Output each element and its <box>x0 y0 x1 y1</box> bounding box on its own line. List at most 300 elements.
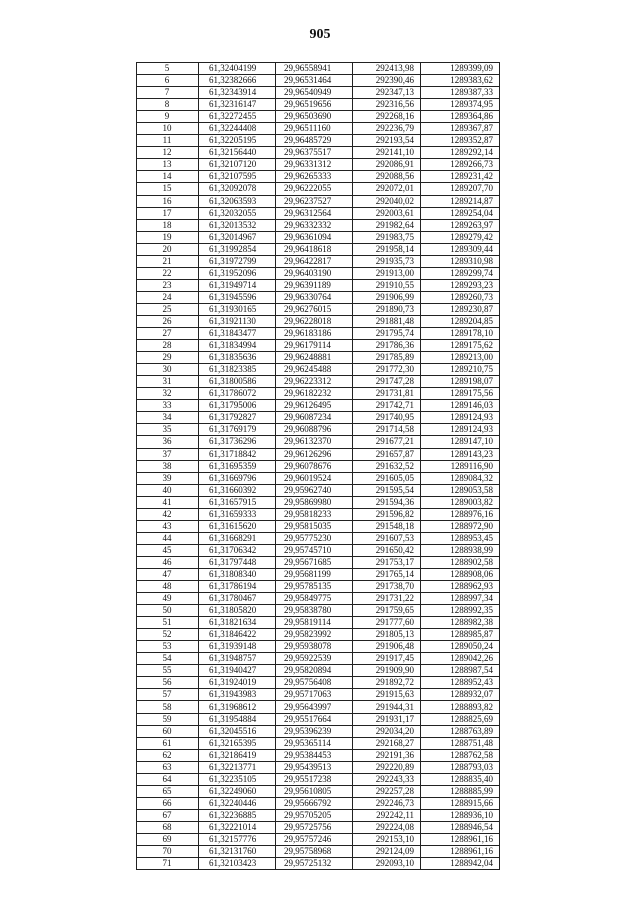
x-coordinate-cell: 291805,13 <box>353 629 421 641</box>
table-row <box>137 171 500 183</box>
point-number-cell: 58 <box>137 701 199 713</box>
y-coordinate-cell: 1289266,73 <box>421 159 500 171</box>
x-coordinate-cell: 291731,22 <box>353 593 421 605</box>
coordinates-table-body <box>137 63 500 870</box>
x-coordinate-cell: 291759,65 <box>353 605 421 617</box>
y-coordinate-cell: 1289387,33 <box>421 87 500 99</box>
y-coordinate-cell: 1288961,16 <box>421 834 500 846</box>
point-number-cell: 57 <box>137 689 199 701</box>
latitude-cell: 61,32063593 <box>199 195 276 207</box>
table-row <box>137 821 500 833</box>
y-coordinate-cell: 1288932,07 <box>421 689 500 701</box>
point-number-cell: 36 <box>137 436 199 448</box>
y-coordinate-cell: 1289260,73 <box>421 291 500 303</box>
table-row <box>137 424 500 436</box>
table-row <box>137 617 500 629</box>
y-coordinate-cell: 1289050,24 <box>421 641 500 653</box>
point-number-cell: 56 <box>137 677 199 689</box>
y-coordinate-cell: 1288825,69 <box>421 713 500 725</box>
x-coordinate-cell: 291906,48 <box>353 641 421 653</box>
x-coordinate-cell: 291595,54 <box>353 484 421 496</box>
y-coordinate-cell: 1288751,48 <box>421 737 500 749</box>
point-number-cell: 62 <box>137 749 199 761</box>
x-coordinate-cell: 291917,45 <box>353 653 421 665</box>
point-number-cell: 51 <box>137 617 199 629</box>
x-coordinate-cell: 291890,73 <box>353 303 421 315</box>
table-row <box>137 629 500 641</box>
x-coordinate-cell: 292086,91 <box>353 159 421 171</box>
table-row <box>137 544 500 556</box>
x-coordinate-cell: 292413,98 <box>353 63 421 75</box>
longitude-cell: 29,95365114 <box>276 737 353 749</box>
longitude-cell: 29,96391189 <box>276 279 353 291</box>
y-coordinate-cell: 1289293,23 <box>421 279 500 291</box>
latitude-cell: 61,31668291 <box>199 532 276 544</box>
table-row <box>137 99 500 111</box>
table-row <box>137 352 500 364</box>
y-coordinate-cell: 1289292,14 <box>421 147 500 159</box>
latitude-cell: 61,32131760 <box>199 846 276 858</box>
longitude-cell: 29,95725756 <box>276 821 353 833</box>
x-coordinate-cell: 291753,17 <box>353 556 421 568</box>
table-row <box>137 195 500 207</box>
latitude-cell: 61,31615620 <box>199 520 276 532</box>
longitude-cell: 29,96183186 <box>276 328 353 340</box>
y-coordinate-cell: 1289124,93 <box>421 412 500 424</box>
longitude-cell: 29,96245488 <box>276 364 353 376</box>
y-coordinate-cell: 1289053,58 <box>421 484 500 496</box>
point-number-cell: 26 <box>137 315 199 327</box>
point-number-cell: 48 <box>137 581 199 593</box>
point-number-cell: 54 <box>137 653 199 665</box>
latitude-cell: 61,32205195 <box>199 135 276 147</box>
x-coordinate-cell: 291772,30 <box>353 364 421 376</box>
table-row <box>137 689 500 701</box>
y-coordinate-cell: 1288835,40 <box>421 773 500 785</box>
point-number-cell: 60 <box>137 725 199 737</box>
latitude-cell: 61,31780467 <box>199 593 276 605</box>
table-row <box>137 761 500 773</box>
point-number-cell: 13 <box>137 159 199 171</box>
y-coordinate-cell: 1288915,66 <box>421 797 500 809</box>
table-row <box>137 846 500 858</box>
latitude-cell: 61,32235105 <box>199 773 276 785</box>
x-coordinate-cell: 292072,01 <box>353 183 421 195</box>
x-coordinate-cell: 291983,75 <box>353 231 421 243</box>
longitude-cell: 29,95756408 <box>276 677 353 689</box>
x-coordinate-cell: 291935,73 <box>353 255 421 267</box>
point-number-cell: 39 <box>137 472 199 484</box>
latitude-cell: 61,31954884 <box>199 713 276 725</box>
longitude-cell: 29,95671685 <box>276 556 353 568</box>
y-coordinate-cell: 1288902,58 <box>421 556 500 568</box>
table-row <box>137 605 500 617</box>
point-number-cell: 53 <box>137 641 199 653</box>
longitude-cell: 29,95838780 <box>276 605 353 617</box>
longitude-cell: 29,95815035 <box>276 520 353 532</box>
y-coordinate-cell: 1289279,42 <box>421 231 500 243</box>
table-row <box>137 520 500 532</box>
x-coordinate-cell: 292268,16 <box>353 111 421 123</box>
longitude-cell: 29,96223312 <box>276 376 353 388</box>
point-number-cell: 38 <box>137 460 199 472</box>
table-row <box>137 653 500 665</box>
point-number-cell: 6 <box>137 75 199 87</box>
table-row <box>137 376 500 388</box>
point-number-cell: 45 <box>137 544 199 556</box>
x-coordinate-cell: 292242,11 <box>353 809 421 821</box>
latitude-cell: 61,32343914 <box>199 87 276 99</box>
longitude-cell: 29,96403190 <box>276 267 353 279</box>
y-coordinate-cell: 1289364,86 <box>421 111 500 123</box>
y-coordinate-cell: 1288952,43 <box>421 677 500 689</box>
table-row <box>137 147 500 159</box>
x-coordinate-cell: 291607,53 <box>353 532 421 544</box>
y-coordinate-cell: 1289147,10 <box>421 436 500 448</box>
table-row <box>137 328 500 340</box>
longitude-cell: 29,95785135 <box>276 581 353 593</box>
point-number-cell: 66 <box>137 797 199 809</box>
point-number-cell: 42 <box>137 508 199 520</box>
table-row <box>137 508 500 520</box>
table-row <box>137 496 500 508</box>
latitude-cell: 61,31835636 <box>199 352 276 364</box>
table-row <box>137 255 500 267</box>
latitude-cell: 61,32244408 <box>199 123 276 135</box>
longitude-cell: 29,95869980 <box>276 496 353 508</box>
point-number-cell: 34 <box>137 412 199 424</box>
x-coordinate-cell: 291785,89 <box>353 352 421 364</box>
latitude-cell: 61,31972799 <box>199 255 276 267</box>
point-number-cell: 21 <box>137 255 199 267</box>
y-coordinate-cell: 1288961,16 <box>421 846 500 858</box>
latitude-cell: 61,32014967 <box>199 231 276 243</box>
y-coordinate-cell: 1289198,07 <box>421 376 500 388</box>
x-coordinate-cell: 292003,61 <box>353 207 421 219</box>
longitude-cell: 29,95962740 <box>276 484 353 496</box>
longitude-cell: 29,96361094 <box>276 231 353 243</box>
table-row <box>137 737 500 749</box>
y-coordinate-cell: 1289374,95 <box>421 99 500 111</box>
latitude-cell: 61,31736296 <box>199 436 276 448</box>
y-coordinate-cell: 1288982,38 <box>421 617 500 629</box>
longitude-cell: 29,95745710 <box>276 544 353 556</box>
y-coordinate-cell: 1289254,04 <box>421 207 500 219</box>
latitude-cell: 61,31657915 <box>199 496 276 508</box>
latitude-cell: 61,32156440 <box>199 147 276 159</box>
latitude-cell: 61,31921130 <box>199 315 276 327</box>
longitude-cell: 29,95517238 <box>276 773 353 785</box>
table-row <box>137 412 500 424</box>
latitude-cell: 61,32236885 <box>199 809 276 821</box>
latitude-cell: 61,31945596 <box>199 291 276 303</box>
latitude-cell: 61,32032055 <box>199 207 276 219</box>
x-coordinate-cell: 291714,58 <box>353 424 421 436</box>
point-number-cell: 15 <box>137 183 199 195</box>
point-number-cell: 29 <box>137 352 199 364</box>
y-coordinate-cell: 1288953,45 <box>421 532 500 544</box>
point-number-cell: 14 <box>137 171 199 183</box>
latitude-cell: 61,31948757 <box>199 653 276 665</box>
latitude-cell: 61,32092078 <box>199 183 276 195</box>
point-number-cell: 31 <box>137 376 199 388</box>
longitude-cell: 29,95717063 <box>276 689 353 701</box>
table-row <box>137 303 500 315</box>
page-number: 905 <box>309 27 331 42</box>
longitude-cell: 29,96126296 <box>276 448 353 460</box>
y-coordinate-cell: 1288936,10 <box>421 809 500 821</box>
x-coordinate-cell: 291765,14 <box>353 568 421 580</box>
x-coordinate-cell: 291731,81 <box>353 388 421 400</box>
longitude-cell: 29,96312564 <box>276 207 353 219</box>
longitude-cell: 29,96248881 <box>276 352 353 364</box>
point-number-cell: 5 <box>137 63 199 75</box>
point-number-cell: 44 <box>137 532 199 544</box>
table-row <box>137 135 500 147</box>
x-coordinate-cell: 291944,31 <box>353 701 421 713</box>
x-coordinate-cell: 291777,60 <box>353 617 421 629</box>
table-row <box>137 448 500 460</box>
point-number-cell: 33 <box>137 400 199 412</box>
x-coordinate-cell: 292316,56 <box>353 99 421 111</box>
latitude-cell: 61,31808340 <box>199 568 276 580</box>
table-row <box>137 207 500 219</box>
x-coordinate-cell: 292093,10 <box>353 858 421 870</box>
table-row <box>137 532 500 544</box>
y-coordinate-cell: 1289116,90 <box>421 460 500 472</box>
table-row <box>137 388 500 400</box>
latitude-cell: 61,32221014 <box>199 821 276 833</box>
y-coordinate-cell: 1288946,54 <box>421 821 500 833</box>
latitude-cell: 61,31939148 <box>199 641 276 653</box>
longitude-cell: 29,96422817 <box>276 255 353 267</box>
y-coordinate-cell: 1288962,93 <box>421 581 500 593</box>
y-coordinate-cell: 1289383,62 <box>421 75 500 87</box>
table-row <box>137 834 500 846</box>
point-number-cell: 27 <box>137 328 199 340</box>
table-row <box>137 267 500 279</box>
longitude-cell: 29,96332332 <box>276 219 353 231</box>
x-coordinate-cell: 292243,33 <box>353 773 421 785</box>
latitude-cell: 61,31797448 <box>199 556 276 568</box>
latitude-cell: 61,31943983 <box>199 689 276 701</box>
latitude-cell: 61,31706342 <box>199 544 276 556</box>
table-row <box>137 713 500 725</box>
table-row <box>137 773 500 785</box>
y-coordinate-cell: 1289143,23 <box>421 448 500 460</box>
latitude-cell: 61,32165395 <box>199 737 276 749</box>
longitude-cell: 29,96331312 <box>276 159 353 171</box>
longitude-cell: 29,95517664 <box>276 713 353 725</box>
point-number-cell: 47 <box>137 568 199 580</box>
point-number-cell: 67 <box>137 809 199 821</box>
point-number-cell: 46 <box>137 556 199 568</box>
point-number-cell: 70 <box>137 846 199 858</box>
latitude-cell: 61,31821634 <box>199 617 276 629</box>
longitude-cell: 29,95938078 <box>276 641 353 653</box>
y-coordinate-cell: 1288985,87 <box>421 629 500 641</box>
y-coordinate-cell: 1289299,74 <box>421 267 500 279</box>
y-coordinate-cell: 1288885,99 <box>421 785 500 797</box>
longitude-cell: 29,95384453 <box>276 749 353 761</box>
point-number-cell: 9 <box>137 111 199 123</box>
x-coordinate-cell: 291795,74 <box>353 328 421 340</box>
y-coordinate-cell: 1289124,93 <box>421 424 500 436</box>
latitude-cell: 61,32240446 <box>199 797 276 809</box>
y-coordinate-cell: 1289352,87 <box>421 135 500 147</box>
y-coordinate-cell: 1288762,58 <box>421 749 500 761</box>
latitude-cell: 61,31805820 <box>199 605 276 617</box>
longitude-cell: 29,96265333 <box>276 171 353 183</box>
longitude-cell: 29,95643997 <box>276 701 353 713</box>
table-row <box>137 484 500 496</box>
latitude-cell: 61,31792827 <box>199 412 276 424</box>
x-coordinate-cell: 291915,63 <box>353 689 421 701</box>
x-coordinate-cell: 291548,18 <box>353 520 421 532</box>
x-coordinate-cell: 291909,90 <box>353 665 421 677</box>
point-number-cell: 22 <box>137 267 199 279</box>
x-coordinate-cell: 291958,14 <box>353 243 421 255</box>
point-number-cell: 55 <box>137 665 199 677</box>
longitude-cell: 29,96237527 <box>276 195 353 207</box>
point-number-cell: 59 <box>137 713 199 725</box>
point-number-cell: 20 <box>137 243 199 255</box>
y-coordinate-cell: 1289084,32 <box>421 472 500 484</box>
y-coordinate-cell: 1289230,87 <box>421 303 500 315</box>
longitude-cell: 29,96485729 <box>276 135 353 147</box>
table-row <box>137 460 500 472</box>
x-coordinate-cell: 292193,54 <box>353 135 421 147</box>
longitude-cell: 29,96511160 <box>276 123 353 135</box>
latitude-cell: 61,31795006 <box>199 400 276 412</box>
latitude-cell: 61,31769179 <box>199 424 276 436</box>
y-coordinate-cell: 1289214,87 <box>421 195 500 207</box>
table-row <box>137 75 500 87</box>
point-number-cell: 35 <box>137 424 199 436</box>
latitude-cell: 61,31924019 <box>199 677 276 689</box>
latitude-cell: 61,31843477 <box>199 328 276 340</box>
latitude-cell: 61,32107120 <box>199 159 276 171</box>
x-coordinate-cell: 292220,89 <box>353 761 421 773</box>
y-coordinate-cell: 1288987,54 <box>421 665 500 677</box>
latitude-cell: 61,32013532 <box>199 219 276 231</box>
point-number-cell: 7 <box>137 87 199 99</box>
point-number-cell: 8 <box>137 99 199 111</box>
table-row <box>137 858 500 870</box>
longitude-cell: 29,96276015 <box>276 303 353 315</box>
longitude-cell: 29,95705205 <box>276 809 353 821</box>
y-coordinate-cell: 1289175,62 <box>421 340 500 352</box>
table-row <box>137 809 500 821</box>
x-coordinate-cell: 291596,82 <box>353 508 421 520</box>
x-coordinate-cell: 292168,27 <box>353 737 421 749</box>
table-row <box>137 701 500 713</box>
y-coordinate-cell: 1288793,03 <box>421 761 500 773</box>
table-row <box>137 436 500 448</box>
latitude-cell: 61,31834994 <box>199 340 276 352</box>
table-row <box>137 472 500 484</box>
table-row <box>137 568 500 580</box>
x-coordinate-cell: 291913,00 <box>353 267 421 279</box>
table-row <box>137 291 500 303</box>
x-coordinate-cell: 292246,73 <box>353 797 421 809</box>
latitude-cell: 61,31930165 <box>199 303 276 315</box>
table-row <box>137 593 500 605</box>
y-coordinate-cell: 1288992,35 <box>421 605 500 617</box>
latitude-cell: 61,32316147 <box>199 99 276 111</box>
y-coordinate-cell: 1289309,44 <box>421 243 500 255</box>
table-row <box>137 123 500 135</box>
table-row <box>137 581 500 593</box>
x-coordinate-cell: 292088,56 <box>353 171 421 183</box>
y-coordinate-cell: 1289207,70 <box>421 183 500 195</box>
coordinates-table <box>136 62 500 870</box>
latitude-cell: 61,32249060 <box>199 785 276 797</box>
latitude-cell: 61,32157776 <box>199 834 276 846</box>
point-number-cell: 11 <box>137 135 199 147</box>
x-coordinate-cell: 291605,05 <box>353 472 421 484</box>
y-coordinate-cell: 1289146,03 <box>421 400 500 412</box>
longitude-cell: 29,96519656 <box>276 99 353 111</box>
longitude-cell: 29,95922539 <box>276 653 353 665</box>
table-row <box>137 315 500 327</box>
x-coordinate-cell: 291910,55 <box>353 279 421 291</box>
longitude-cell: 29,96078676 <box>276 460 353 472</box>
x-coordinate-cell: 291982,64 <box>353 219 421 231</box>
table-row <box>137 340 500 352</box>
table-row <box>137 87 500 99</box>
point-number-cell: 71 <box>137 858 199 870</box>
latitude-cell: 61,31800586 <box>199 376 276 388</box>
x-coordinate-cell: 292390,46 <box>353 75 421 87</box>
latitude-cell: 61,31823385 <box>199 364 276 376</box>
latitude-cell: 61,31968612 <box>199 701 276 713</box>
x-coordinate-cell: 291677,21 <box>353 436 421 448</box>
point-number-cell: 37 <box>137 448 199 460</box>
table-row <box>137 279 500 291</box>
point-number-cell: 23 <box>137 279 199 291</box>
longitude-cell: 29,95725132 <box>276 858 353 870</box>
latitude-cell: 61,32045516 <box>199 725 276 737</box>
x-coordinate-cell: 292124,09 <box>353 846 421 858</box>
longitude-cell: 29,96228018 <box>276 315 353 327</box>
x-coordinate-cell: 292191,36 <box>353 749 421 761</box>
longitude-cell: 29,96222055 <box>276 183 353 195</box>
latitude-cell: 61,32272455 <box>199 111 276 123</box>
point-number-cell: 17 <box>137 207 199 219</box>
longitude-cell: 29,96088796 <box>276 424 353 436</box>
longitude-cell: 29,95775230 <box>276 532 353 544</box>
x-coordinate-cell: 291906,99 <box>353 291 421 303</box>
x-coordinate-cell: 291892,72 <box>353 677 421 689</box>
longitude-cell: 29,95820894 <box>276 665 353 677</box>
longitude-cell: 29,96558941 <box>276 63 353 75</box>
point-number-cell: 28 <box>137 340 199 352</box>
longitude-cell: 29,96418618 <box>276 243 353 255</box>
table-row <box>137 641 500 653</box>
longitude-cell: 29,96182232 <box>276 388 353 400</box>
latitude-cell: 61,31940427 <box>199 665 276 677</box>
longitude-cell: 29,96531464 <box>276 75 353 87</box>
y-coordinate-cell: 1288908,06 <box>421 568 500 580</box>
longitude-cell: 29,96132370 <box>276 436 353 448</box>
latitude-cell: 61,31718842 <box>199 448 276 460</box>
y-coordinate-cell: 1289263,97 <box>421 219 500 231</box>
y-coordinate-cell: 1289042,26 <box>421 653 500 665</box>
longitude-cell: 29,95849775 <box>276 593 353 605</box>
y-coordinate-cell: 1288763,89 <box>421 725 500 737</box>
longitude-cell: 29,95757246 <box>276 834 353 846</box>
